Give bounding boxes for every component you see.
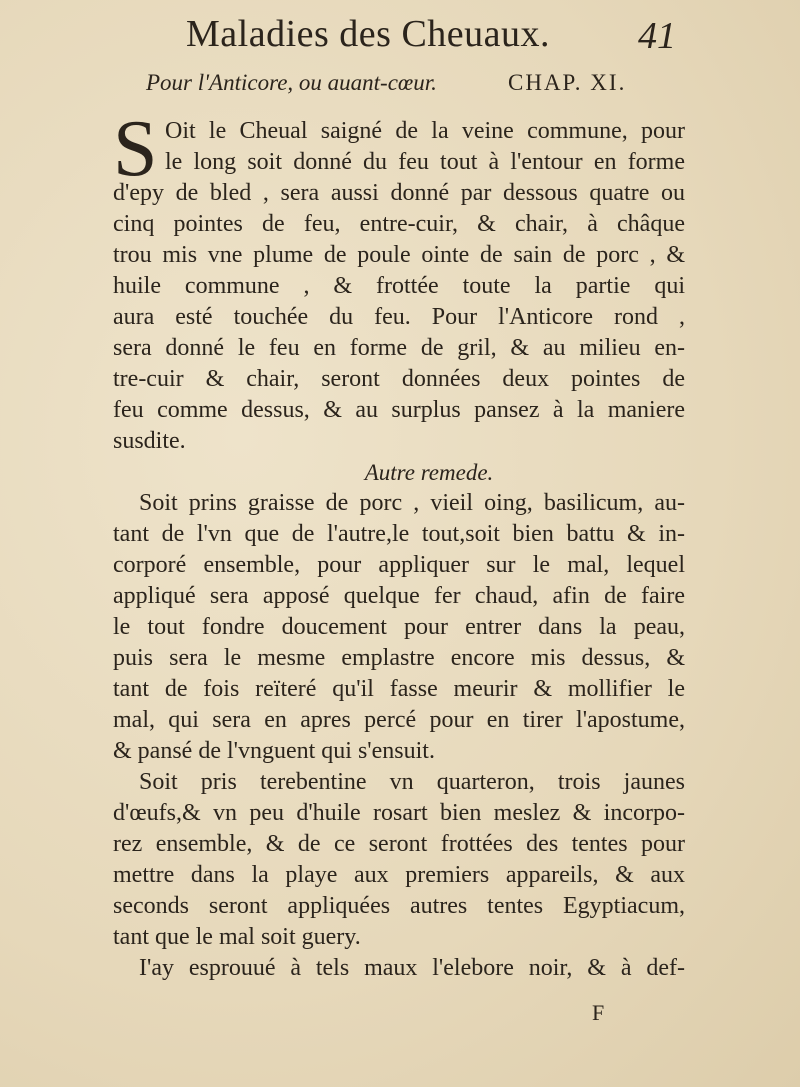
subheading: Autre remede. (364, 460, 494, 485)
text-line: sera donné le feu en forme de gril, & au milieu en- (113, 335, 685, 361)
text-line: puis sera le mesme emplastre encore mis dessus, & (113, 645, 685, 671)
running-title: Maladies des Cheuaux. (186, 13, 551, 55)
chapter-heading (146, 70, 686, 96)
text-line: feu comme dessus, & au surplus pansez à la maniere (113, 397, 685, 423)
text-line: Soit prins graisse de porc , vieil oing, basilicum, au- (139, 490, 685, 516)
drop-cap: S (113, 105, 158, 193)
chapter-title: Pour l'Anticore, ou auant-cœur. (146, 70, 437, 95)
text-line: aura esté touchée du feu. Pour l'Anticore rond , (113, 304, 685, 330)
text-line: mal, qui sera en apres percé pour en tirer l'apostume, (113, 707, 685, 733)
text-line: tre-cuir & chair, seront données deux pointes de (113, 366, 685, 392)
text-line: d'œufs,& vn peu d'huile rosart bien meslez & incorpo- (113, 800, 685, 826)
signature-mark: F (592, 1000, 605, 1025)
paragraph-3 (113, 767, 685, 953)
text-line: appliqué sera apposé quelque fer chaud, afin de faire (113, 583, 685, 609)
paragraph-4 (113, 953, 685, 984)
text-line: mettre dans la playe aux premiers appareils, & aux (113, 862, 685, 888)
page-header (0, 12, 800, 60)
text-line: corporé ensemble, pour appliquer sur le mal, lequel (113, 552, 685, 578)
text-line: seconds seront appliquées autres tentes Egyptiacum, (113, 893, 685, 919)
text-line: rez ensemble, & de ce seront frottées des tentes pour (113, 831, 685, 857)
text-line: cinq pointes de feu, entre-cuir, & chair, à châque (113, 211, 685, 237)
text-line: I'ay esprouué à tels maux l'elebore noir, & à def- (139, 955, 685, 981)
text-line: trou mis vne plume de poule ointe de sain de porc , & (113, 242, 685, 268)
text-line: susdite. (113, 428, 186, 454)
text-line: le tout fondre doucement pour entrer dans la peau, (113, 614, 685, 640)
text-line: le long soit donné du feu tout à l'entour en forme (165, 149, 685, 175)
text-line: d'epy de bled , sera aussi donné par dessous quatre ou (113, 180, 685, 206)
body-text (113, 105, 685, 984)
page-number: 41 (638, 15, 676, 57)
text-line: huile commune , & frottée toute la partie qui (113, 273, 685, 299)
chapter-label: CHAP. XI. (508, 70, 627, 95)
text-line: tant de l'vn que de l'autre,le tout,soit bien battu & in- (113, 521, 685, 547)
paragraph-1 (113, 105, 685, 457)
text-line: tant que le mal soit guery. (113, 924, 361, 950)
paragraph-2 (113, 488, 685, 767)
text-line: Oit le Cheual saigné de la veine commune, pour (165, 118, 685, 144)
text-line: tant de fois reïteré qu'il fasse meurir & mollifier le (113, 676, 685, 702)
text-line: & pansé de l'vnguent qui s'ensuit. (113, 738, 435, 764)
text-line: Soit pris terebentine vn quarteron, trois jaunes (139, 769, 685, 795)
